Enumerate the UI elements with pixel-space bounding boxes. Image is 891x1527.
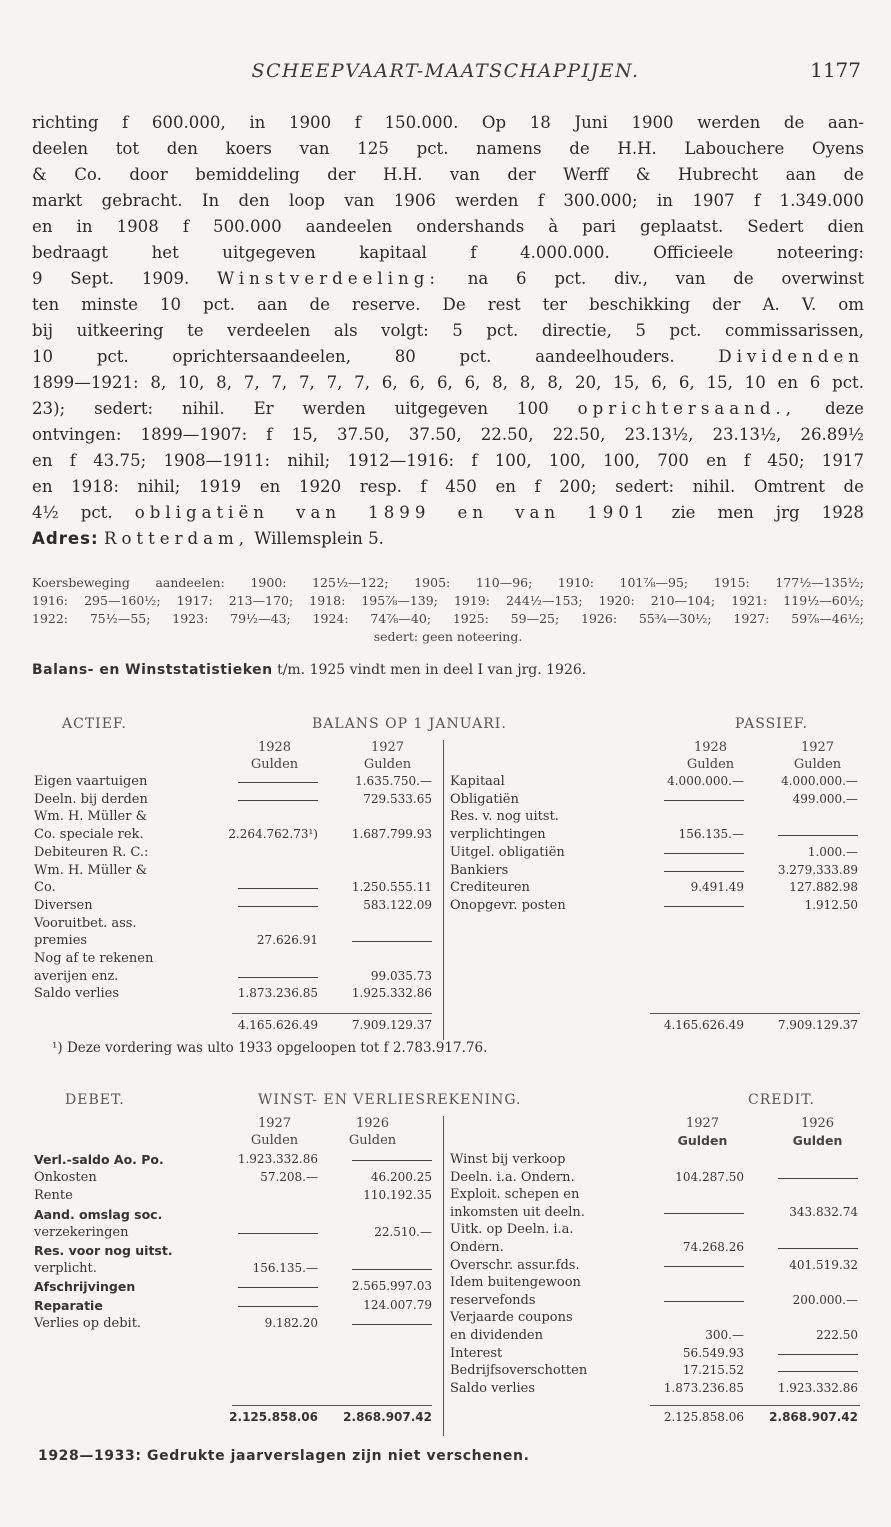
address-city: Rotterdam, — [103, 529, 250, 548]
address-street: Willemsplein 5. — [254, 529, 384, 548]
amount-cell: 4.000.000.— — [781, 774, 858, 788]
amount-cell: 499.000.— — [792, 791, 858, 806]
koers-line: sedert: geen noteering. — [373, 629, 523, 644]
actief-total-1928: 4.165.626.49 — [237, 1018, 318, 1032]
empty-dash — [352, 1160, 432, 1161]
row-label: Obligatiën — [450, 791, 519, 807]
address-label: Adres: — [32, 529, 99, 548]
row-label: Interest — [450, 1345, 503, 1361]
amount-cell: 57.208.— — [260, 1170, 318, 1185]
row-label: Verlies op debit. — [34, 1315, 142, 1331]
amount-cell: 1.687.799.93 — [351, 827, 432, 842]
amount-cell: 22.510.— — [374, 1224, 432, 1239]
amount-cell: 1.923.332.86 — [777, 1380, 858, 1395]
amount-cell: 2.264.762.73¹) — [228, 827, 318, 842]
koers-line: 1922: 75½—55; 1923: 79½—43; 1924: 74⅞—40; 1925: 59—25; 1926: 55¾—30½; 1927: 59⅞—46½; — [32, 611, 864, 626]
year-header: 1927 — [257, 1116, 292, 1131]
row-label: Deeln. bij derden — [34, 791, 148, 807]
row-label: Kapitaal — [450, 774, 505, 789]
amount-cell: 3.279.333.89 — [777, 862, 858, 877]
unit-header: Gulden — [363, 757, 412, 772]
row-label: Debiteuren R. C.: — [34, 844, 149, 860]
amount-cell: 46.200.25 — [370, 1170, 432, 1185]
unit-header: Gulden — [793, 757, 842, 772]
amount-cell: 1.873.236.85 — [663, 1380, 744, 1395]
amount-cell: 1.000.— — [807, 844, 858, 859]
debet-heading: DEBET. — [65, 1092, 125, 1108]
unit-header: Gulden — [677, 1133, 728, 1148]
amount-cell: 127.882.98 — [789, 880, 858, 895]
year-header: 1926 — [355, 1116, 390, 1131]
text-fragment: 23); sedert: nihil. Er werden uitgegeven 100 — [32, 399, 549, 418]
spaced-heading: Dividenden — [718, 347, 864, 366]
amount-cell: 200.000.— — [792, 1292, 858, 1307]
empty-dash — [778, 1354, 858, 1355]
row-label: Uitk. op Deeln. i.a. — [450, 1222, 574, 1238]
text-line: bij uitkeering te verdeelen als volgt: 5 pct. directie, 5 pct. commissarissen, — [32, 321, 864, 340]
row-label: Rente — [34, 1188, 73, 1204]
empty-dash — [664, 1266, 744, 1267]
row-label: Res. voor nog uitst. — [34, 1243, 173, 1258]
row-label: Afschrijvingen — [34, 1279, 136, 1295]
amount-cell: 300.— — [705, 1328, 744, 1342]
amount-cell: 17.215.52 — [682, 1363, 744, 1378]
row-label: Bedrijfsoverschotten — [450, 1363, 588, 1379]
row-label: Vooruitbet. ass. — [34, 915, 137, 931]
passief-total-1928: 4.165.626.49 — [663, 1018, 744, 1032]
row-label: Verl.-saldo Ao. Po. — [34, 1152, 164, 1167]
text-line: ontvingen: 1899—1907: f 15, 37.50, 37.50, 22.50, 22.50, 23.13½, 23.13½, 26.89½ — [32, 425, 864, 444]
row-label: reservefonds — [450, 1292, 536, 1308]
spaced-heading: obligatiën van 1899 en van 1901 — [134, 503, 650, 522]
amount-cell: 1.250.555.11 — [351, 880, 432, 895]
row-label: Idem buitengewoon — [450, 1275, 581, 1291]
amount-cell: 156.135.— — [252, 1261, 318, 1276]
total-rule — [650, 1405, 860, 1406]
unit-header: Gulden — [250, 757, 299, 772]
empty-dash — [664, 1213, 744, 1214]
text-line: en 1918: nihil; 1919 en 1920 resp. f 450 en f 200; sedert: nihil. Omtrent de — [32, 477, 864, 496]
final-note: 1928—1933: Gedrukte jaarverslagen zijn niet verschenen. — [38, 1448, 530, 1464]
year-header: 1927 — [685, 1116, 720, 1131]
row-label: Res. v. nog uitst. — [450, 809, 559, 825]
amount-cell: 124.007.79 — [363, 1297, 432, 1312]
spaced-heading: Winstverdeeling: — [217, 269, 440, 288]
empty-dash — [238, 1306, 318, 1307]
text-line: 1899—1921: 8, 10, 8, 7, 7, 7, 7, 7, 6, 6, 6, 6, 8, 8, 8, 20, 15, 6, 6, 15, 10 en 6 pct. — [32, 373, 864, 392]
actief-total-1927: 7.909.129.37 — [351, 1018, 432, 1032]
row-label: Ondern. — [450, 1240, 504, 1255]
amount-cell: 56.549.93 — [682, 1345, 744, 1360]
row-label: Eigen vaartuigen — [34, 774, 148, 789]
text-fragment: 4½ pct. — [32, 503, 113, 522]
amount-cell: 1.923.332.86 — [237, 1152, 318, 1166]
row-label: Onkosten — [34, 1170, 97, 1186]
row-label: premies — [34, 933, 88, 949]
year-header: 1928 — [693, 740, 728, 755]
text-fragment: 10 pct. oprichtersaandeelen, 80 pct. aandeelhouders. — [32, 347, 675, 366]
actief-heading: ACTIEF. — [62, 716, 127, 732]
text-fragment: deze — [824, 399, 864, 418]
empty-dash — [778, 1248, 858, 1249]
empty-dash — [238, 1287, 318, 1288]
year-header: 1926 — [800, 1116, 835, 1131]
row-label: Diversen — [34, 897, 93, 913]
amount-cell: 110.192.35 — [363, 1188, 432, 1203]
amount-cell: 1.635.750.— — [355, 774, 432, 788]
amount-cell: 156.135.— — [678, 827, 744, 842]
row-label: Winst bij verkoop — [450, 1152, 566, 1167]
text-fragment: zie men jrg 1928 — [671, 503, 864, 522]
total-rule — [232, 1405, 432, 1406]
page-header-title: SCHEEPVAART-MAATSCHAPPIJEN. — [251, 60, 640, 82]
unit-header: Gulden — [792, 1133, 843, 1148]
amount-cell: 9.491.49 — [690, 880, 744, 895]
passief-heading: PASSIEF. — [735, 716, 808, 732]
amount-cell: 9.182.20 — [264, 1315, 318, 1330]
empty-dash — [238, 1233, 318, 1234]
amount-cell: 2.565.997.03 — [351, 1279, 432, 1294]
empty-dash — [778, 1371, 858, 1372]
year-header: 1928 — [257, 740, 292, 755]
row-label: Wm. H. Müller & — [34, 809, 148, 825]
row-label: en dividenden — [450, 1328, 543, 1343]
credit-heading: CREDIT. — [748, 1092, 815, 1108]
amount-cell: 583.122.09 — [363, 897, 432, 912]
row-label: verplichtingen — [450, 827, 546, 843]
row-label: Nog af te rekenen — [34, 951, 154, 966]
statistieken-label: Balans- en Winststatistieken — [32, 662, 273, 678]
amount-cell: 401.519.32 — [789, 1257, 858, 1272]
text-line: markt gebracht. In den loop van 1906 werden f 300.000; in 1907 f 1.349.000 — [32, 191, 864, 210]
spaced-heading: oprichtersaand., — [577, 399, 797, 418]
empty-dash — [352, 1324, 432, 1325]
unit-header: Gulden — [348, 1133, 397, 1148]
row-label: Deeln. i.a. Ondern. — [450, 1169, 575, 1185]
empty-dash — [664, 1301, 744, 1302]
row-label: Verjaarde coupons — [450, 1310, 573, 1326]
unit-header: Gulden — [686, 757, 735, 772]
amount-cell: 74.268.26 — [682, 1240, 744, 1254]
row-label: Exploit. schepen en — [450, 1187, 580, 1203]
text-fragment: 9 Sept. 1909. — [32, 269, 190, 288]
passief-total-1927: 7.909.129.37 — [777, 1018, 858, 1032]
debet-total-1926: 2.868.907.42 — [343, 1410, 432, 1424]
row-label: Co. speciale rek. — [34, 827, 144, 843]
row-label: Saldo verlies — [450, 1380, 536, 1396]
text-line: richting f 600.000, in 1900 f 150.000. Op 18 Juni 1900 werden de aan- — [32, 113, 864, 132]
row-label: Saldo verlies — [34, 986, 120, 1002]
text-line: deelen tot den koers van 125 pct. namens de H.H. Labouchere Oyens — [32, 139, 864, 158]
row-label: Uitgel. obligatiën — [450, 844, 565, 860]
amount-cell: 222.50 — [816, 1328, 858, 1342]
text-line: en f 43.75; 1908—1911: nihil; 1912—1916: f 100, 100, 100, 700 en f 450; 1917 — [32, 451, 864, 470]
footnote: ¹) Deze vordering was ulto 1933 opgeloopen tot f 2.783.917.76. — [52, 1040, 488, 1056]
statistieken-text: t/m. 1925 vindt men in deel I van jrg. 1926. — [277, 662, 587, 678]
koers-line: 1916: 295—160½; 1917: 213—170; 1918: 195⅞—139; 1919: 244½—153; 1920: 210—104; 1921: 119½—60½; — [32, 593, 864, 608]
row-label: verzekeringen — [34, 1224, 129, 1240]
amount-cell: 729.533.65 — [363, 791, 432, 806]
year-header: 1927 — [370, 740, 405, 755]
text-line: & Co. door bemiddeling der H.H. van der Werff & Hubrecht aan de — [32, 165, 864, 184]
row-label: Wm. H. Müller & — [34, 862, 148, 878]
row-label: verplicht. — [34, 1261, 97, 1277]
amount-cell: 4.000.000.— — [667, 774, 744, 788]
winst-heading: WINST- EN VERLIESREKENING. — [258, 1092, 522, 1108]
empty-dash — [778, 1178, 858, 1179]
koers-line: Koersbeweging aandeelen: 1900: 125½—122; 1905: 110—96; 1910: 101⅞—95; 1915: 177½—135½; — [32, 575, 864, 590]
amount-cell: 343.832.74 — [789, 1204, 858, 1219]
amount-cell: 99.035.73 — [370, 968, 432, 983]
amount-cell: 1.925.332.86 — [351, 986, 432, 1001]
row-label: Overschr. assur.fds. — [450, 1257, 580, 1273]
credit-total-1926: 2.868.907.42 — [769, 1410, 858, 1424]
row-label: Onopgevr. posten — [450, 897, 566, 913]
row-label: Co. — [34, 880, 56, 896]
row-label: inkomsten uit deeln. — [450, 1204, 585, 1220]
unit-header: Gulden — [250, 1133, 299, 1148]
text-line: ten minste 10 pct. aan de reserve. De rest ter beschikking der A. V. om — [32, 295, 864, 314]
debet-total-1927: 2.125.858.06 — [229, 1410, 318, 1424]
row-label: averijen enz. — [34, 968, 119, 984]
column-divider — [443, 1116, 444, 1436]
amount-cell: 1.912.50 — [804, 897, 858, 912]
row-label: Aand. omslag soc. — [34, 1206, 163, 1222]
text-fragment: na 6 pct. div., van de overwinst — [467, 269, 865, 288]
year-header: 1927 — [800, 740, 835, 755]
amount-cell: 27.626.91 — [256, 933, 318, 948]
balans-heading: BALANS OP 1 JANUARI. — [312, 716, 507, 732]
amount-cell: 1.873.236.85 — [237, 986, 318, 1001]
empty-dash — [352, 1269, 432, 1270]
row-label: Reparatie — [34, 1297, 103, 1313]
row-label: Crediteuren — [450, 880, 530, 896]
credit-total-1927: 2.125.858.06 — [663, 1410, 744, 1424]
amount-cell: 104.287.50 — [675, 1169, 744, 1184]
page-number: 1177 — [810, 58, 861, 82]
text-line: bedraagt het uitgegeven kapitaal f 4.000.000. Officieele noteering: — [32, 243, 864, 262]
row-label: Bankiers — [450, 862, 509, 878]
text-line: en in 1908 f 500.000 aandeelen ondershands à pari geplaatst. Sedert dien — [32, 217, 864, 236]
